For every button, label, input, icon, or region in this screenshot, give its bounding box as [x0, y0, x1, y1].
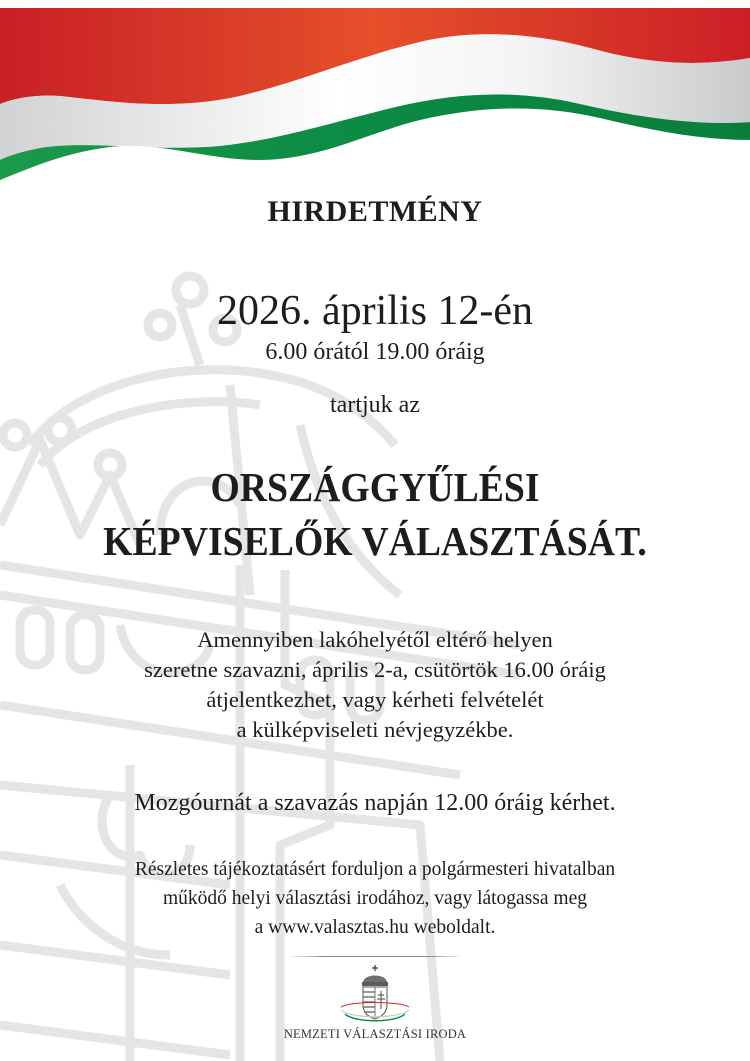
registration-paragraph	[0, 625, 750, 745]
info-line: működő helyi választási irodához, vagy látogassa meg	[162, 888, 587, 909]
hungarian-flag-banner-icon	[0, 0, 750, 180]
paragraph-line: szeretne szavazni, április 2-a, csütörtök 16.00 óráig	[144, 657, 606, 682]
paragraph-line: a külképviseleti névjegyzékbe.	[236, 717, 514, 742]
election-heading-line1: ORSZÁGGYŰLÉSI	[210, 464, 540, 510]
mobile-ballot-box-note: Mozgóurnát a szavazás napján 12.00 óráig kérhet.	[134, 790, 616, 816]
intro-text: tartjuk az	[330, 392, 420, 418]
election-heading-line2: KÉPVISELŐK VÁLASZTÁSÁT.	[103, 518, 647, 564]
voting-hours: 6.00 órától 19.00 óráig	[265, 339, 485, 365]
footer-divider	[288, 956, 463, 957]
info-line: a www.valasztas.hu weboldalt.	[254, 917, 496, 938]
paragraph-line: Amennyiben lakóhelyétől eltérő helyen	[197, 627, 553, 652]
information-paragraph	[0, 855, 750, 942]
election-date: 2026. április 12-én	[216, 288, 534, 334]
info-line: Részletes tájékoztatásért forduljon a polgármesteri hivatalban	[134, 859, 616, 880]
coat-of-arms-logo-icon	[335, 963, 415, 1027]
organization-name: NEMZETI VÁLASZTÁSI IRODA	[283, 1027, 467, 1041]
notice-title: HIRDETMÉNY	[267, 195, 483, 228]
paragraph-line: átjelentkezhet, vagy kérheti felvételét	[206, 687, 544, 712]
